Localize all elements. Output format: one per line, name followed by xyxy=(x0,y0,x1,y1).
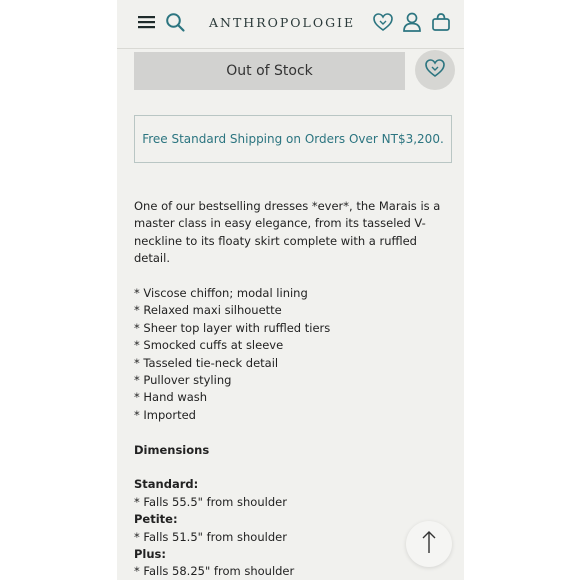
size-label: Plus: xyxy=(134,547,167,562)
out-of-stock-button[interactable]: Out of Stock xyxy=(134,52,405,90)
feature-item: * Relaxed maxi silhouette xyxy=(134,303,282,318)
size-value: * Falls 51.5" from shoulder xyxy=(134,529,287,544)
bag-icon[interactable] xyxy=(430,11,452,33)
heart-icon[interactable] xyxy=(372,11,394,33)
arrow-up-icon xyxy=(419,529,439,559)
search-icon[interactable] xyxy=(164,11,186,33)
feature-item: * Pullover styling xyxy=(134,373,232,388)
feature-item: * Smocked cuffs at sleeve xyxy=(134,338,284,353)
product-description xyxy=(134,198,452,580)
hamburger-icon[interactable] xyxy=(136,11,158,33)
mobile-screen xyxy=(117,0,464,580)
site-header xyxy=(117,0,464,49)
feature-item: * Imported xyxy=(134,407,196,422)
size-value: * Falls 55.5" from shoulder xyxy=(134,494,287,509)
feature-item: * Tasseled tie-neck detail xyxy=(134,355,279,370)
wishlist-button[interactable] xyxy=(415,50,455,90)
dimensions-heading: Dimensions xyxy=(134,442,210,457)
feature-item: * Hand wash xyxy=(134,390,208,405)
feature-item: * Sheer top layer with ruffled tiers xyxy=(134,320,331,335)
brand-logo[interactable]: ANTHROPOLOGIE xyxy=(209,15,356,30)
back-to-top-button[interactable] xyxy=(406,521,452,567)
heart-icon xyxy=(424,57,446,83)
shipping-notice-text: Free Standard Shipping on Orders Over NT$3,200. xyxy=(142,132,444,146)
size-value: * Falls 58.25" from shoulder xyxy=(134,564,295,579)
size-label: Standard: xyxy=(134,477,199,492)
shipping-notice xyxy=(134,115,452,163)
description-paragraph: One of our bestselling dresses *ever*, the Marais is a master class in easy elegance, from its tasseled V-neckline to its floaty skirt complete with a ruffled detail. xyxy=(134,199,441,266)
user-icon[interactable] xyxy=(401,11,423,33)
size-label: Petite: xyxy=(134,512,178,527)
feature-item: * Viscose chiffon; modal lining xyxy=(134,286,308,301)
